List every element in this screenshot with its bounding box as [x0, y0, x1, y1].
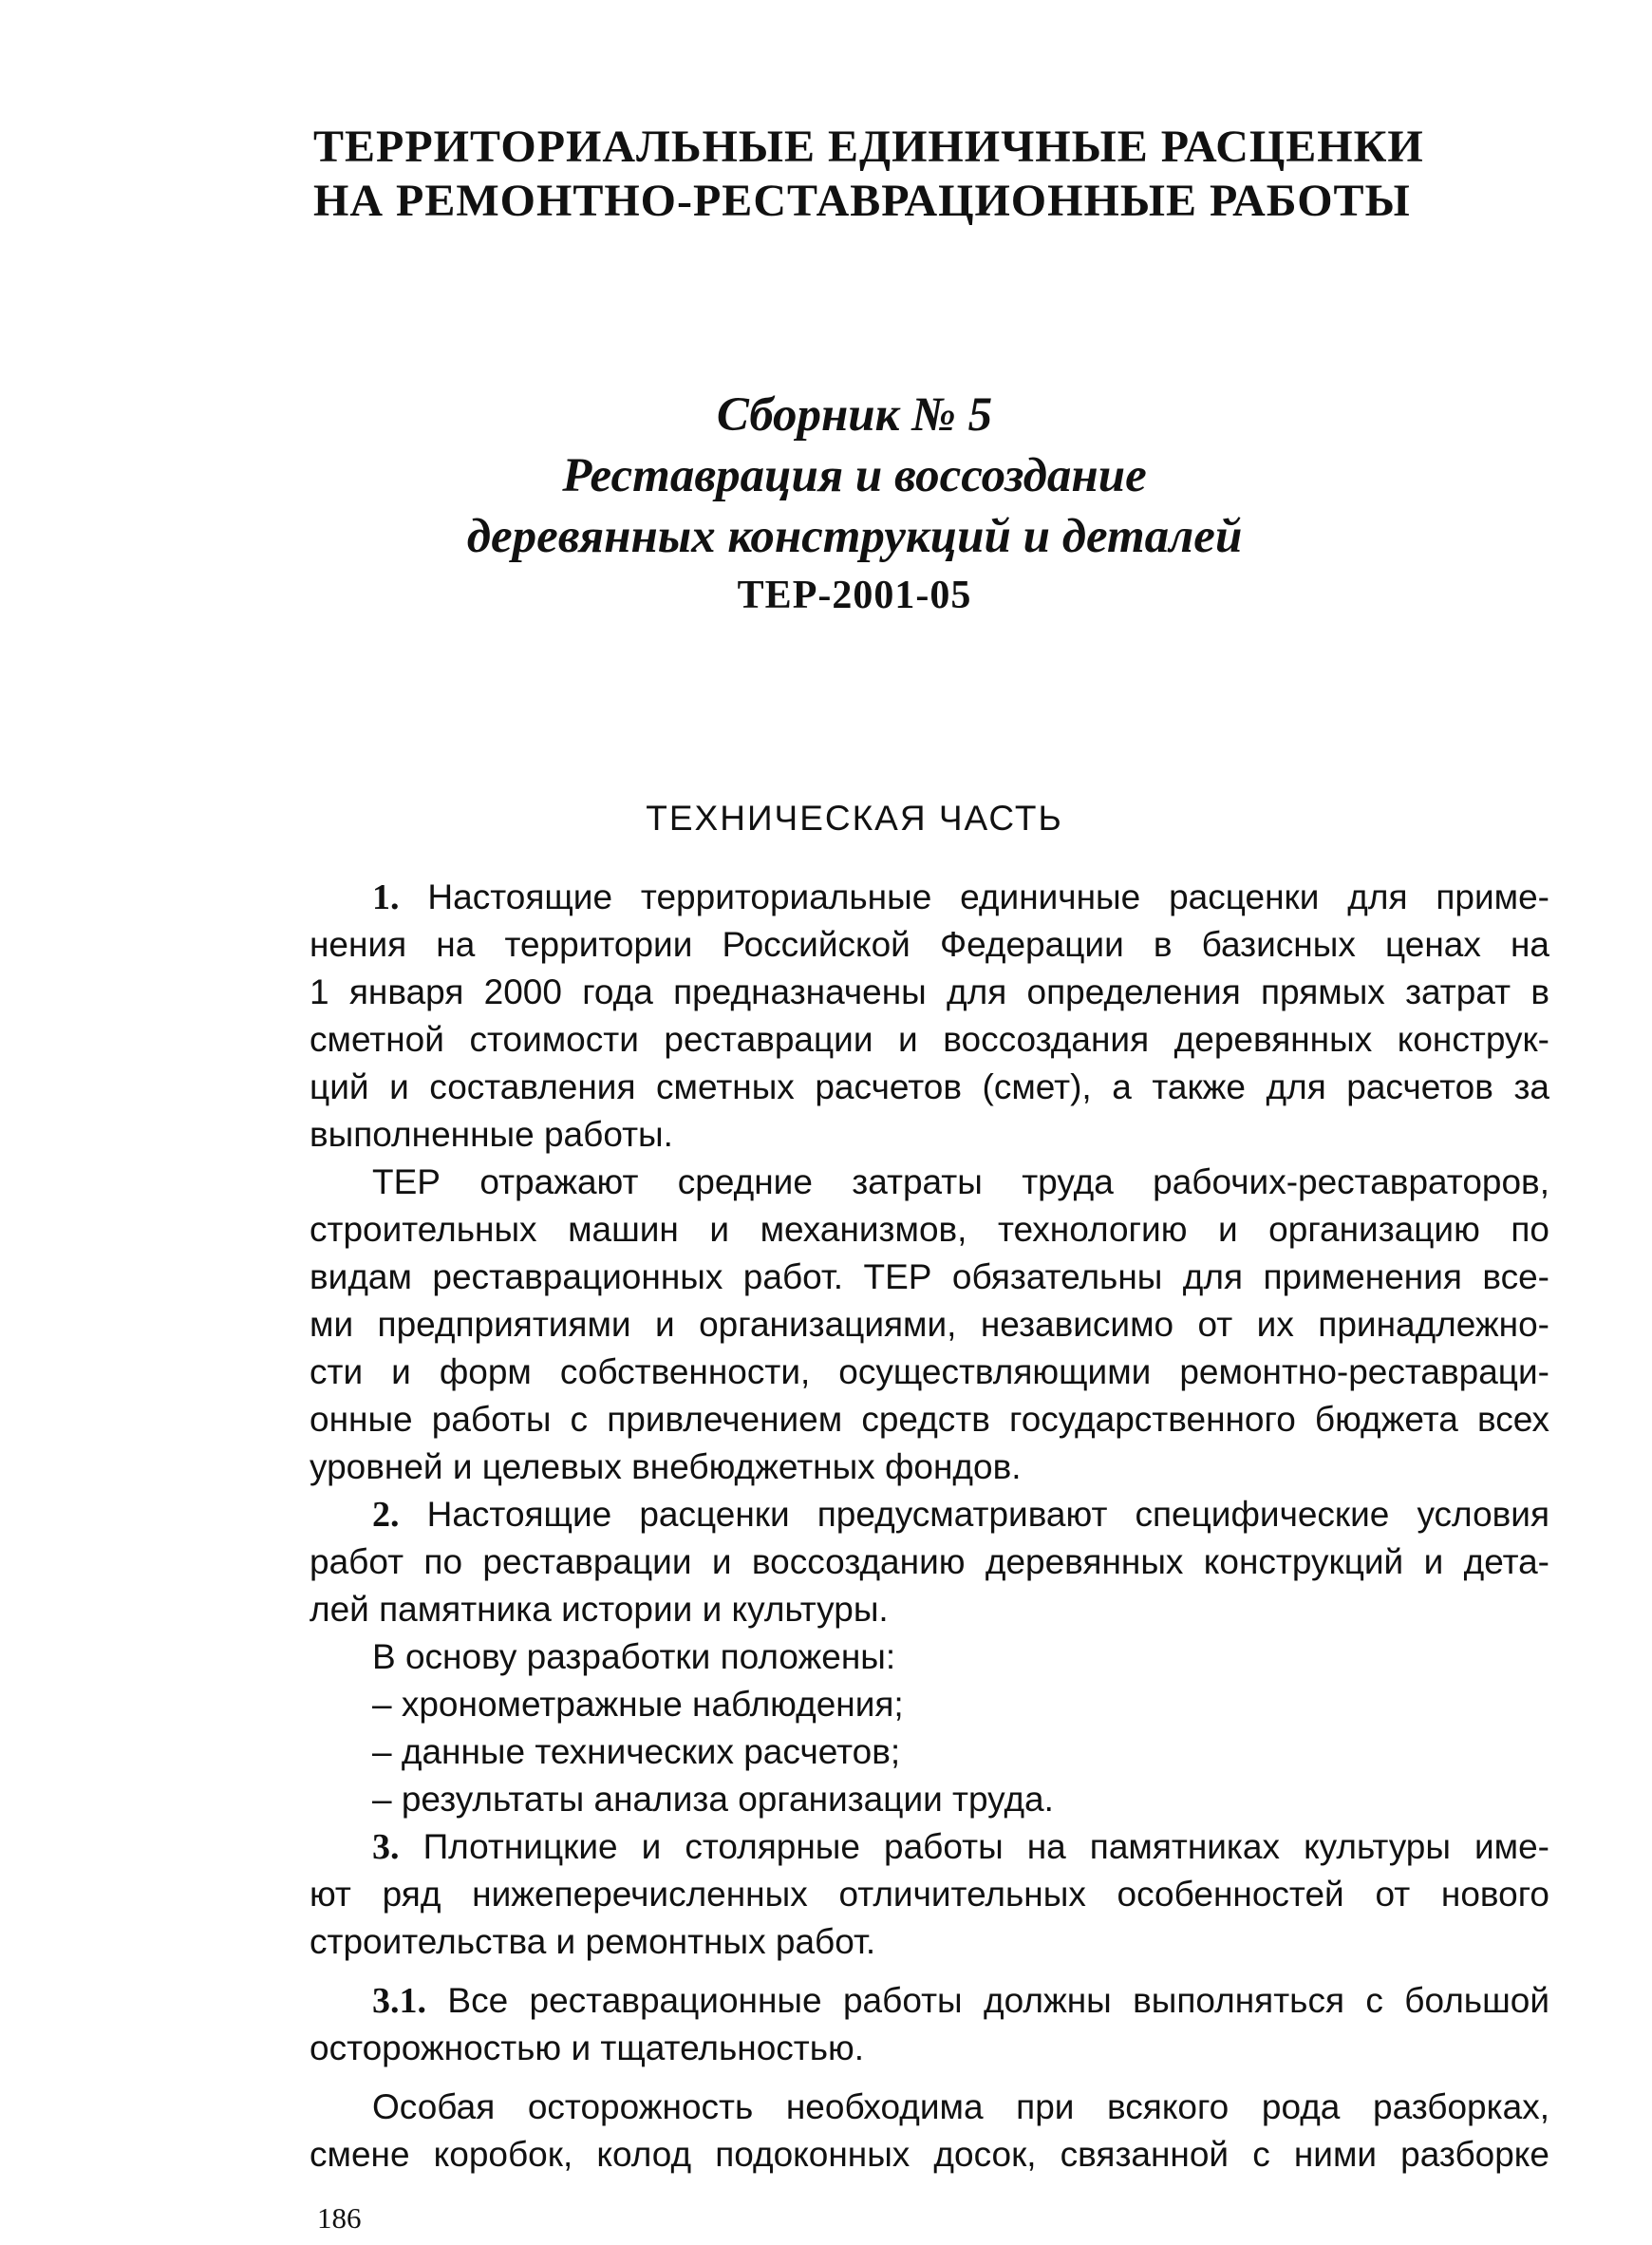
paragraph-line: 3. Плотницкие и столярные работы на памятниках культуры име- — [372, 1827, 1550, 1867]
paragraph-line: сметной стоимости реставрации и воссоздания деревянных конструк- — [310, 1020, 1549, 1059]
paragraph-line: ций и составления сметных расчетов (смет), а также для расчетов за — [310, 1067, 1549, 1106]
paragraph-line: лей памятника истории и культуры. — [310, 1590, 889, 1629]
paragraph-line: В основу разработки положены: — [372, 1637, 896, 1676]
paragraph-5 — [310, 1823, 1549, 1966]
paragraph-4 — [310, 1633, 1549, 1823]
paragraph-line: 1. Настоящие территориальные единичные расценки для приме- — [372, 877, 1550, 917]
paragraph-number: 3. — [372, 1827, 400, 1867]
paragraph-line: 2. Настоящие расценки предусматривают специфические условия — [372, 1495, 1550, 1535]
title-line: ТЕРРИТОРИАЛЬНЫЕ ЕДИНИЧНЫЕ РАСЦЕНКИ — [313, 122, 1424, 172]
paragraph-line: видам реставрационных работ. ТЕР обязательны для применения все- — [310, 1257, 1549, 1296]
collection-subject-line: деревянных конструкций и деталей — [466, 510, 1243, 563]
paragraph-line: онные работы с привлечением средств государственного бюджета всех — [310, 1400, 1549, 1439]
title-line: НА РЕМОНТНО-РЕСТАВРАЦИОННЫЕ РАБОТЫ — [313, 176, 1411, 226]
paragraph-line: осторожностью и тщательностью. — [310, 2028, 865, 2067]
paragraph-3 — [310, 1491, 1549, 1633]
paragraph-line: Особая осторожность необходима при всякого рода разборках, — [372, 2087, 1549, 2126]
paragraph-line: выполненные работы. — [310, 1115, 673, 1154]
paragraph-gap — [310, 2072, 1549, 2084]
paragraph-gap — [310, 1966, 1549, 1977]
section-heading: ТЕХНИЧЕСКАЯ ЧАСТЬ — [646, 799, 1063, 838]
paragraph-7 — [310, 2084, 1549, 2179]
paragraph-line: ТЕР отражают средние затраты труда рабочих-реставраторов, — [372, 1162, 1549, 1201]
collection-code: ТЕР-2001-05 — [737, 574, 972, 617]
paragraph-number: 1. — [372, 877, 400, 917]
paragraph-number: 3.1. — [372, 1981, 426, 2021]
paragraph-line: сти и форм собственности, осуществляющими ремонтно-реставраци- — [310, 1352, 1549, 1391]
paragraph-line: ми предприятиями и организациями, независимо от их принадлежно- — [310, 1305, 1549, 1344]
paragraph-line: смене коробок, колод подоконных досок, связанной с ними разборке — [310, 2135, 1549, 2174]
list-item: – хронометражные наблюдения; — [372, 1685, 904, 1724]
list-item: – результаты анализа организации труда. — [372, 1780, 1054, 1819]
paragraph-line: нения на территории Российской Федерации в базисных ценах на — [310, 925, 1549, 964]
paragraph-line: строительства и ремонтных работ. — [310, 1922, 876, 1961]
paragraph-1 — [310, 874, 1549, 1159]
page-number: 186 — [317, 2201, 362, 2235]
paragraph-6 — [310, 1977, 1549, 2072]
paragraph-line: строительных машин и механизмов, технологию и организацию по — [310, 1210, 1549, 1249]
collection-title — [313, 385, 1396, 567]
list-item: – данные технических расчетов; — [372, 1732, 901, 1771]
paragraph-line: 3.1. Все реставрационные работы должны выполняться с большой — [372, 1981, 1549, 2021]
paragraph-2 — [310, 1159, 1549, 1491]
paragraph-line: работ по реставрации и воссозданию деревянных конструкций и дета- — [310, 1542, 1549, 1581]
paragraph-line: 1 января 2000 года предназначены для определения прямых затрат в — [310, 972, 1549, 1011]
collection-subject-line: Реставрация и воссоздание — [562, 449, 1147, 502]
body-text — [310, 874, 1549, 2179]
document-title — [313, 120, 1424, 228]
paragraph-line: ют ряд нижеперечисленных отличительных особенностей от нового — [310, 1875, 1549, 1914]
paragraph-number: 2. — [372, 1495, 400, 1535]
collection-number: Сборник № 5 — [716, 388, 993, 442]
paragraph-line: уровней и целевых внебюджетных фондов. — [310, 1447, 1022, 1486]
